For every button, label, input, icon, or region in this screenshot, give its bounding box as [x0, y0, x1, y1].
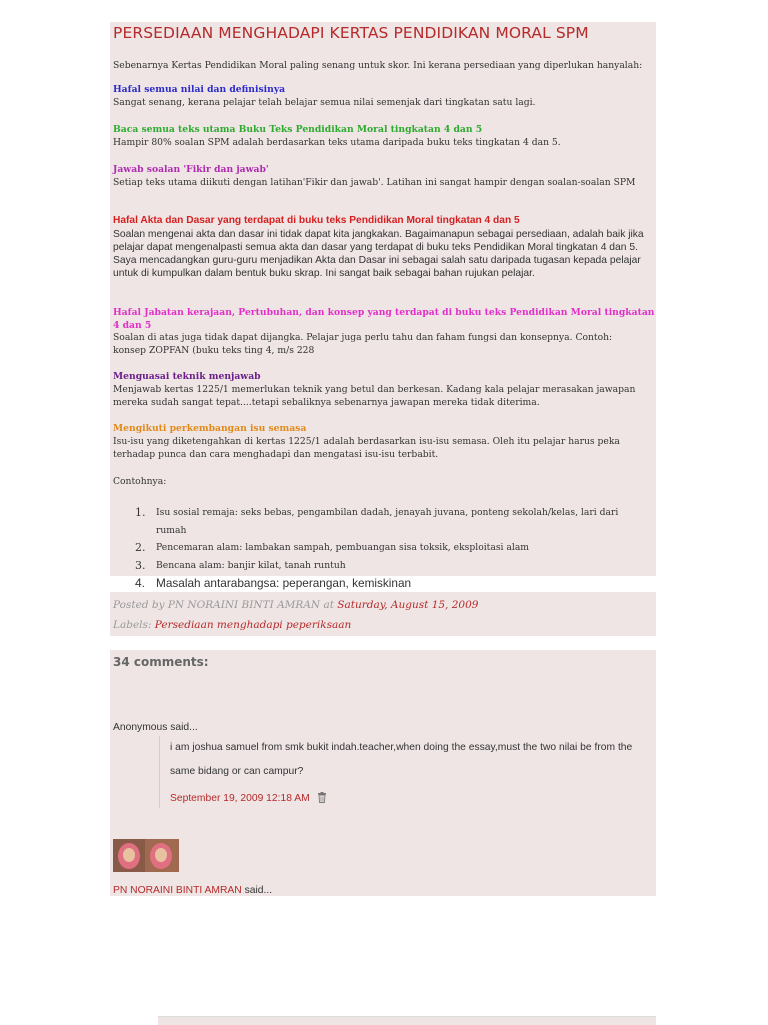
section-body: Setiap teks utama diikuti dengan latihan'Fikir dan jawab'. Latihan ini sangat hampir dengan soalan-soalan SPM	[113, 177, 636, 188]
section-heading: Hafal Jabatan kerajaan, Pertubuhan, dan konsep yang terdapat di buku teks Pendidikan Moral tingkatan 4 dan 5	[113, 307, 655, 331]
list-item: 2. Pencemaran alam: lambakan sampah, pembuangan sisa toksik, eksploitasi alam	[135, 541, 530, 554]
section-heading: Hafal Akta dan Dasar yang terdapat di buku teks Pendidikan Moral tingkatan 4 dan 5	[113, 215, 520, 226]
comment-author: PN NORAINI BINTI AMRAN said...	[113, 885, 273, 896]
comments-section	[110, 650, 656, 896]
section-heading: Mengikuti perkembangan isu semasa	[113, 423, 307, 434]
section-body: Soalan di atas juga tidak dapat dijangka. Pelajar juga perlu tahu dan faham fungsi dan konsepnya. Contoh: konsep ZOPFAN (buku teks ting 4, m/s 228	[113, 332, 613, 356]
section-body: Hampir 80% soalan SPM adalah berdasarkan teks utama daripada buku teks tingkatan 4 dan 5.	[113, 137, 561, 148]
section-body: Menjawab kertas 1225/1 memerlukan teknik yang betul dan berkesan. Kadang kala pelajar merasakan jawapan mereka sudah sangat tepat....tetapi sebaliknya sebenarnya jawapan mereka tidak diterima.	[113, 384, 636, 408]
section-heading: Hafal semua nilai dan definisinya	[113, 84, 286, 95]
comment-box	[159, 736, 656, 808]
trash-icon[interactable]	[317, 792, 327, 803]
section-heading: Menguasai teknik menjawab	[113, 371, 261, 382]
list-item: 4. Masalah antarabangsa: peperangan, kemiskinan	[135, 576, 412, 590]
post-intro: Sebenarnya Kertas Pendidikan Moral paling senang untuk skor. Ini kerana persediaan yang diperlukan hanyalah:	[113, 60, 643, 71]
section-body: Soalan mengenai akta dan dasar ini tidak dapat kita jangkakan. Bagaimanapun sebagai persediaan, adalah baik jika pelajar dapat mengenalpasti semua akta dan dasar yang terdapat di buku teks Pendidikan Moral tingkatan 4 dan 5. Saya mencadangkan guru-guru menjadikan Akta dan Dasar ini sebagai salah satu daripada tugasan kepada pelajar untuk di kumpulkan dalam bentuk buku skrap. Ini sangat baik sebagai bahan rujukan pelajar.	[113, 229, 644, 279]
post-byline: Posted by PN NORAINI BINTI AMRAN at Saturday, August 15, 2009	[113, 599, 479, 611]
comment-permalink[interactable]: September 19, 2009 12:18 AM	[170, 793, 310, 804]
post-title: PERSEDIAAN MENGHADAPI KERTAS PENDIDIKAN MORAL SPM	[113, 24, 589, 42]
list-item: 1. Isu sosial remaja: seks bebas, pengambilan dadah, jenayah juvana, ponteng sekolah/kelas, lari dari rumah	[135, 506, 619, 536]
post-labels: Labels: Persediaan menghadapi peperiksaan	[113, 619, 352, 631]
examples-list	[110, 504, 650, 593]
comment-author: Anonymous said...	[113, 722, 198, 733]
list-item: 3. Bencana alam: banjir kilat, tanah runtuh	[135, 558, 346, 572]
comment-date	[170, 792, 327, 804]
post-panel	[110, 22, 656, 590]
comment-body: i am joshua samuel from smk bukit indah.teacher,when doing the essay,must the two nilai be from the same bidang or can campur?	[170, 742, 633, 777]
examples-label: Contohnya:	[113, 476, 167, 487]
label-link[interactable]: Persediaan menghadapi peperiksaan	[154, 619, 352, 631]
section-body: Sangat senang, kerana pelajar telah belajar semua nilai semenjak dari tingkatan satu lagi.	[113, 97, 536, 108]
section-heading: Jawab soalan 'Fikir dan jawab'	[113, 164, 269, 175]
avatar[interactable]	[113, 839, 179, 872]
section-heading: Baca semua teks utama Buku Teks Pendidikan Moral tingkatan 4 dan 5	[113, 124, 483, 135]
section-body: Isu-isu yang diketengahkan di kertas 1225/1 adalah berdasarkan isu-isu semasa. Oleh itu pelajar harus peka terhadap punca dan cara menghadapi dan mengatasi isu-isu terbabit.	[113, 436, 620, 460]
comments-title: 34 comments:	[113, 655, 209, 669]
comment-author-link[interactable]: PN NORAINI BINTI AMRAN	[113, 885, 242, 896]
post-meta	[110, 592, 656, 636]
post-date-link[interactable]: Saturday, August 15, 2009	[337, 599, 479, 611]
